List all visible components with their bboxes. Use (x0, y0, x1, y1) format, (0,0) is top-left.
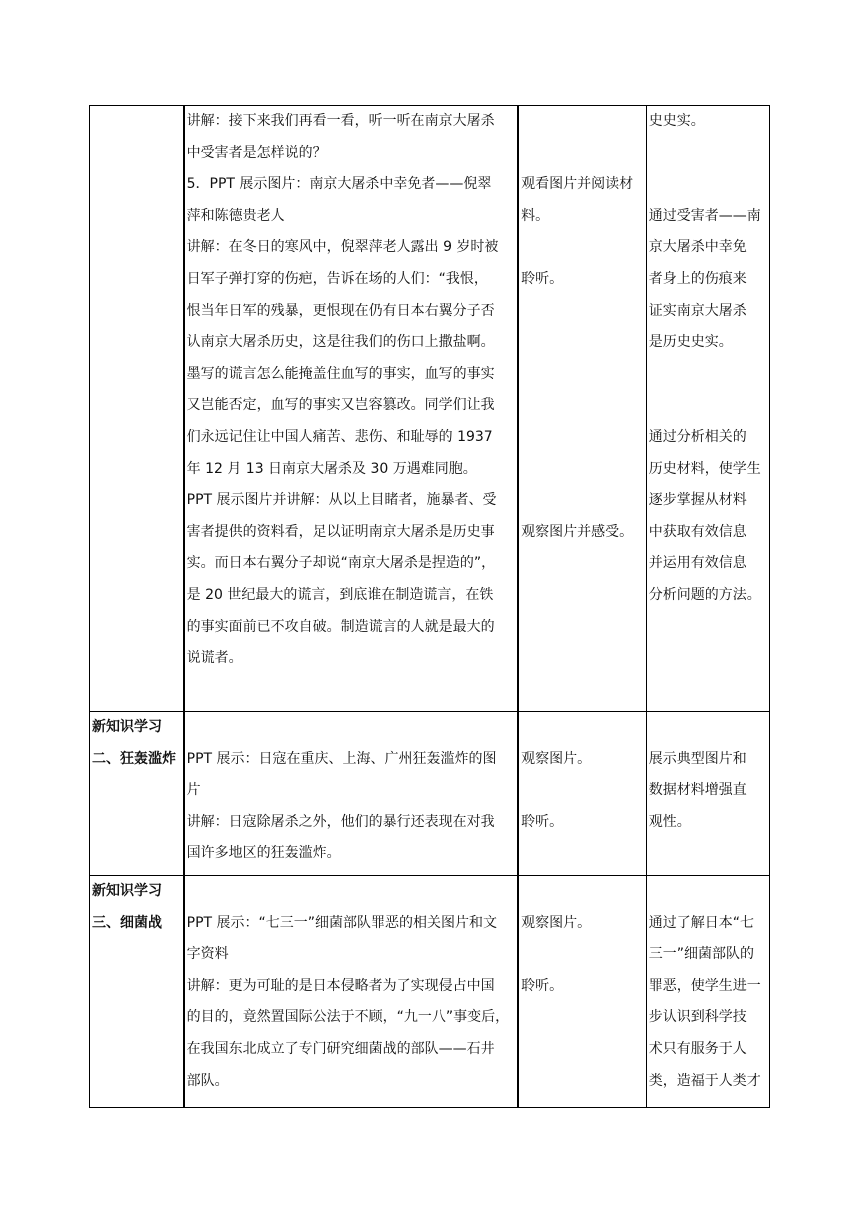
cell-line (519, 775, 646, 807)
cell-line (519, 454, 646, 486)
cell-line: 观性。 (648, 813, 691, 830)
table-row (90, 106, 770, 712)
cell-line: 分析问题的方法。 (648, 586, 761, 603)
student-activity-cell (518, 106, 646, 712)
design-intent-cell (646, 106, 769, 712)
cell-line (519, 327, 646, 359)
cell-line: 讲解：接下来我们再看一看，听一听在南京大屠杀 (186, 113, 495, 129)
cell-line: 聆听。 (521, 813, 564, 830)
cell-line: 类，造福于人类才 (648, 1072, 761, 1089)
cell-line: 萍和陈德贵老人 (186, 207, 285, 224)
cell-line: 者身上的伤痕来 (648, 270, 747, 287)
design-intent-cell (646, 876, 769, 1108)
cell-line: 证实南京大屠杀 (648, 302, 747, 319)
cell-line (519, 232, 646, 264)
cell-line: 害者提供的资料看，足以证明南京大屠杀是历史事 (186, 523, 495, 540)
cell-line: 实。而日本右翼分子却说“南京大屠杀是捏造的”， (186, 555, 496, 572)
cell-line (519, 296, 646, 328)
cell-line: 字资料 (186, 946, 229, 963)
table-body (90, 106, 770, 1108)
cell-line: 并运用有效信息 (648, 555, 747, 572)
cell-line (185, 876, 517, 908)
cell-line: PPT 展示：“七三一”细菌部队罪恶的相关图片和文 (186, 914, 498, 931)
cell-line (185, 712, 517, 744)
teacher-activity-cell (184, 106, 518, 712)
cell-line: 片 (186, 782, 201, 799)
cell-line: 料。 (521, 207, 550, 224)
cell-line: 中受害者是怎样说的？ (186, 144, 327, 161)
cell-line: 观察图片。 (521, 750, 592, 767)
student-activity-cell (518, 712, 646, 876)
cell-line (519, 485, 646, 517)
cell-line: 聆听。 (521, 270, 564, 287)
cell-line (647, 169, 769, 201)
cell-line (519, 106, 646, 138)
cell-line: 恨当年日军的残暴，更恨现在仍有日本右翼分子否 (186, 302, 495, 319)
cell-line: 术只有服务于人 (648, 1040, 747, 1057)
teacher-activity-cell (184, 712, 518, 876)
cell-line: 二、狂轰滥炸 (92, 750, 176, 767)
cell-line: 讲解：在冬日的寒风中，倪翠萍老人露出 9 岁时被 (186, 239, 499, 256)
cell-line (647, 138, 769, 170)
cell-line (519, 138, 646, 170)
cell-line: 历史材料，使学生 (648, 460, 761, 477)
cell-line: 通过分析相关的 (648, 428, 747, 445)
section-cell (90, 106, 184, 712)
cell-line: 年 12 月 13 日南京大屠杀及 30 万遇难同胞。 (186, 460, 477, 477)
cell-line (519, 390, 646, 422)
cell-line: 日军子弹打穿的伤疤，告诉在场的人们：“我恨， (186, 270, 488, 287)
cell-line: 的事实面前已不攻自破。制造谎言的人就是最大的 (186, 618, 495, 635)
cell-line: 观看图片并阅读材 (521, 176, 634, 193)
cell-line: 新知识学习 (92, 719, 162, 735)
cell-line: 三一”细菌部队的 (648, 946, 755, 963)
cell-line: 5．PPT 展示图片：南京大屠杀中幸免者——倪翠 (186, 176, 492, 193)
cell-line: 说谎者。 (186, 650, 243, 667)
cell-line: 讲解：更为可耻的是日本侵略者为了实现侵占中国 (186, 977, 495, 994)
cell-line (519, 939, 646, 971)
cell-line: 逐步掌握从材料 (648, 492, 747, 509)
cell-line (519, 359, 646, 391)
teacher-activity-cell (184, 876, 518, 1108)
cell-line (519, 422, 646, 454)
cell-line: 京大屠杀中幸免 (648, 239, 747, 256)
cell-line: 观察图片。 (521, 914, 592, 931)
cell-line: 聆听。 (521, 977, 564, 994)
cell-line: 国许多地区的狂轰滥炸。 (186, 845, 341, 862)
cell-line (519, 876, 646, 908)
cell-line: 讲解：日寇除屠杀之外，他们的暴行还表现在对我 (186, 813, 495, 830)
cell-line: 通过受害者——南 (648, 207, 761, 224)
cell-line: 通过了解日本“七 (648, 914, 755, 931)
design-intent-cell (646, 712, 769, 876)
cell-line: 新知识学习 (92, 883, 162, 899)
lesson-plan-table (89, 105, 770, 1108)
cell-line: 是历史史实。 (648, 334, 733, 351)
cell-line: 展示典型图片和 (648, 750, 747, 767)
cell-line: 的目的，竟然置国际公法于不顾，“九一八”事变后， (186, 1009, 510, 1026)
cell-line: 墨写的谎言怎么能掩盖住血写的事实，血写的事实 (186, 365, 495, 382)
cell-line (647, 712, 769, 744)
cell-line: PPT 展示图片并讲解：从以上目睹者，施暴者、受 (186, 492, 497, 509)
section-cell (90, 876, 184, 1108)
cell-line: 们永远记住让中国人痛苦、悲伤、和耻辱的 1937 (186, 428, 493, 445)
cell-line: 部队。 (186, 1072, 229, 1089)
cell-line (647, 876, 769, 908)
cell-line: 认南京大屠杀历史，这是往我们的伤口上撒盐啊。 (186, 334, 495, 351)
cell-line: 在我国东北成立了专门研究细菌战的部队——石井 (186, 1040, 495, 1057)
table-row (90, 876, 770, 1108)
cell-line (519, 712, 646, 744)
cell-line: 步认识到科学技 (648, 1009, 747, 1026)
cell-line: PPT 展示：日寇在重庆、上海、广州狂轰滥炸的图 (186, 750, 497, 767)
cell-line: 数据材料增强直 (648, 782, 747, 799)
student-activity-cell (518, 876, 646, 1108)
table-row (90, 712, 770, 876)
cell-line (647, 390, 769, 422)
cell-line: 是 20 世纪最大的谎言，到底谁在制造谎言，在铁 (186, 586, 494, 603)
cell-line: 观察图片并感受。 (521, 523, 634, 540)
cell-line: 中获取有效信息 (648, 523, 747, 540)
cell-line (647, 359, 769, 391)
section-cell (90, 712, 184, 876)
cell-line: 三、细菌战 (92, 914, 162, 931)
cell-line: 史史实。 (648, 113, 705, 129)
cell-line: 又岂能否定，血写的事实又岂容篡改。同学们让我 (186, 397, 495, 414)
cell-line: 罪恶，使学生进一 (648, 977, 761, 994)
